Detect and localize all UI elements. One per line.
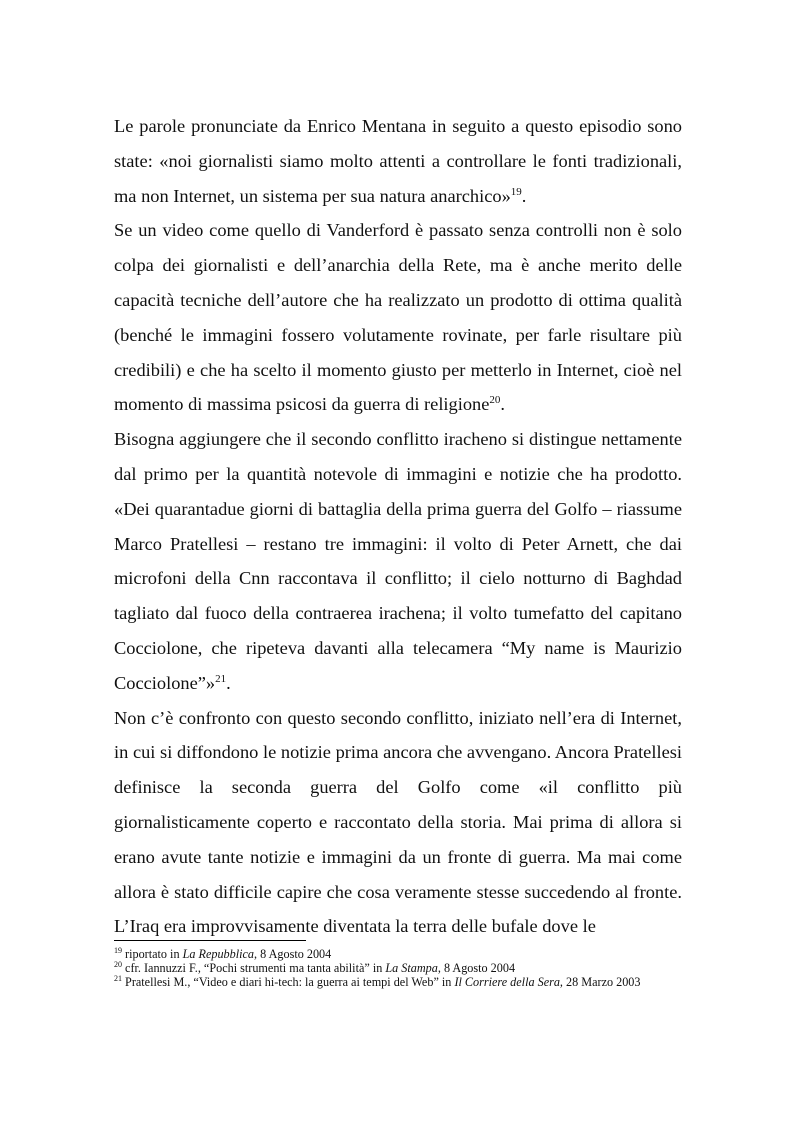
footnote-marker: 19 [510, 185, 522, 198]
paragraph [114, 422, 682, 700]
text-segment: . [521, 185, 527, 206]
footnotes [114, 947, 682, 990]
footnote [114, 961, 682, 975]
text-segment: Non c’è confronto con questo secondo conflitto, iniziato nell’era di Internet, in cui si diffondono le notizie prima ancora che avvengano. Ancora Pratellesi definisce la seconda guerra del Golfo come «il conflitto più giornalisticamente coperto e raccontato della storia. Mai prima di allora si erano avute tante notizie e immagini da un fronte di guerra. Ma mai come allora è stato difficile capire che cosa veramente stesse succedendo al fronte. L’Iraq era improvvisamente diventata la terra delle bufale dove le [114, 707, 682, 937]
footnote-separator [114, 940, 306, 941]
footnote-marker: 21 [215, 672, 227, 685]
italic-text: La Stampa [385, 961, 438, 976]
text-segment: , 8 Agosto 2004 [437, 961, 516, 976]
italic-text: La Repubblica [182, 947, 255, 961]
text-segment: Le parole pronunciate da Enrico Mentana in seguito a questo episodio sono state: «noi giornalisti siamo molto attenti a controllare le fonti tradizionali, ma non Internet, un sistema per sua natura anarchico» [114, 116, 682, 206]
text-segment: cfr. Iannuzzi F., “Pochi strumenti ma tanta abilità” in [122, 961, 386, 976]
footnote [114, 947, 682, 961]
footnote-marker: 21 [114, 974, 122, 984]
text-segment: , 8 Agosto 2004 [254, 947, 332, 961]
text-segment: . [500, 394, 506, 415]
text-segment: riportato in [122, 947, 183, 961]
text-segment: Pratellesi M., “Video e diari hi-tech: la guerra ai tempi del Web” in [122, 975, 455, 990]
italic-text: Il Corriere della Sera, [454, 975, 563, 990]
footnote-marker: 20 [489, 394, 501, 407]
paragraph [114, 109, 682, 213]
paragraph [114, 701, 682, 945]
text-segment: . [226, 672, 231, 693]
paragraph [114, 213, 682, 422]
footnote-marker: 19 [114, 945, 122, 955]
footnote-marker: 20 [114, 960, 122, 970]
text-segment: Bisogna aggiungere che il secondo conflitto iracheno si distingue nettamente dal primo per la quantità notevole di immagini e notizie che ha prodotto. «Dei quarantadue giorni di battaglia della prima guerra del Golfo – riassume Marco Pratellesi – restano tre immagini: il volto di Peter Arnett, che dai microfoni della Cnn raccontava il conflitto; il cielo notturno di Baghdad tagliato dal fuoco della contraerea irachena; il volto tumefatto del capitano Cocciolone, che ripeteva davanti alla telecamera “My name is Maurizio Cocciolone”» [114, 429, 682, 693]
body-text [114, 109, 682, 944]
text-segment: 28 Marzo 2003 [562, 975, 641, 990]
footnote [114, 975, 682, 989]
text-segment: Se un video come quello di Vanderford è passato senza controlli non è solo colpa dei giornalisti e dell’anarchia della Rete, ma è anche merito delle capacità tecniche dell’autore che ha realizzato un prodotto di ottima qualità (benché le immagini fossero volutamente rovinate, per farle risultare più credibili) e che ha scelto il momento giusto per metterlo in Internet, cioè nel momento di massima psicosi da guerra di religione [114, 220, 682, 415]
